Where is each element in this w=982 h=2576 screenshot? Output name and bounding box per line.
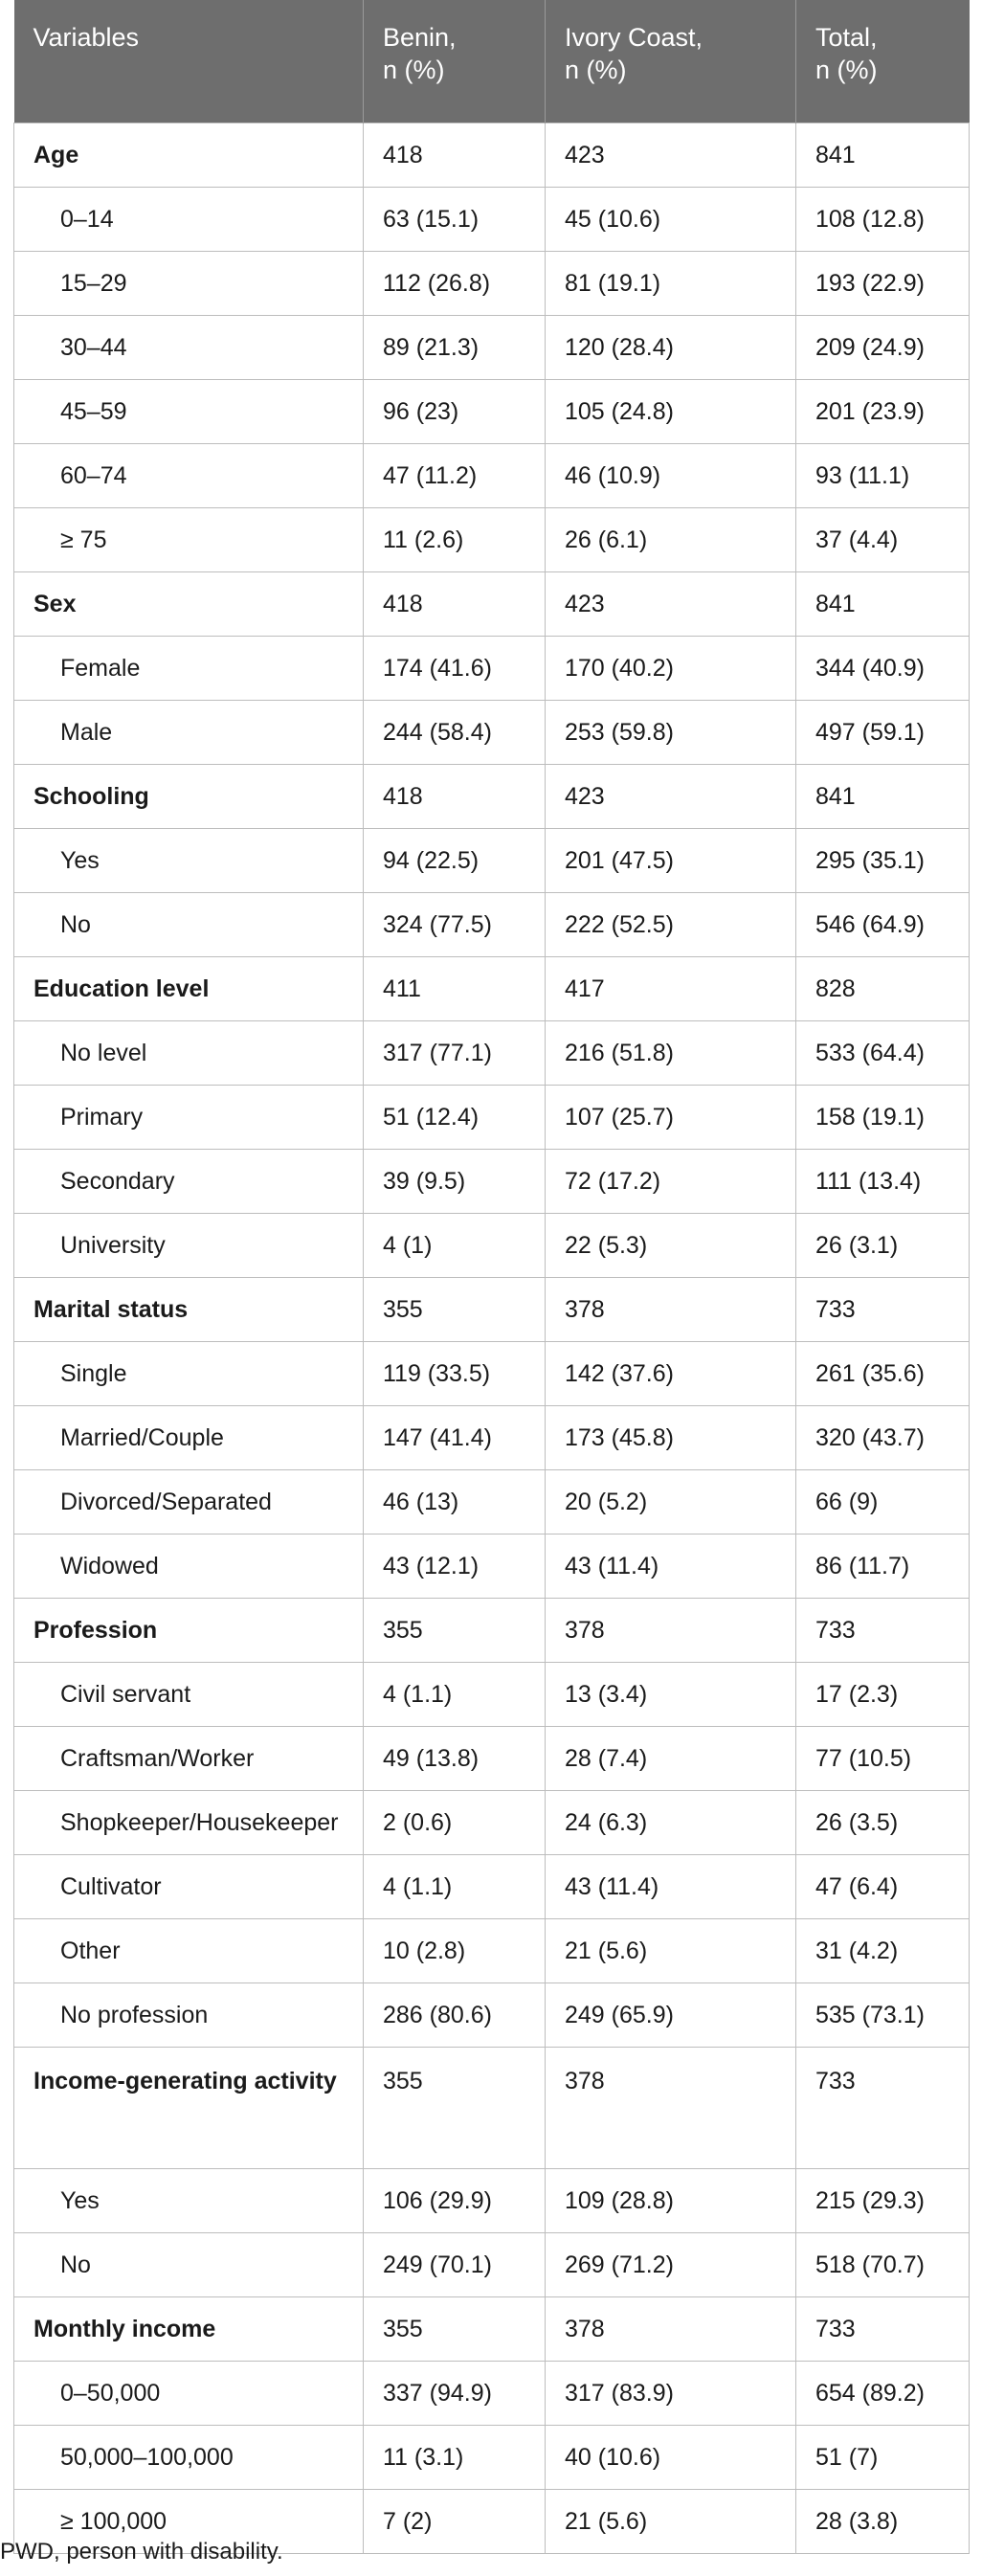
table-row-category: [14, 2047, 970, 2168]
ivory-coast-cell: 21 (5.6): [546, 1918, 796, 1982]
total-cell: 26 (3.5): [796, 1790, 970, 1854]
benin-cell: 418: [364, 764, 546, 828]
ivory-coast-cell: 72 (17.2): [546, 1149, 796, 1213]
table-row: [14, 1405, 970, 1469]
ivory-coast-cell: 13 (3.4): [546, 1662, 796, 1726]
ivory-coast-cell: 21 (5.6): [546, 2489, 796, 2553]
ivory-coast-cell: 201 (47.5): [546, 828, 796, 892]
total-cell: 17 (2.3): [796, 1662, 970, 1726]
total-cell: 51 (7): [796, 2425, 970, 2489]
variable-cell: Income-generating activity: [14, 2047, 364, 2168]
ivory-coast-cell: 142 (37.6): [546, 1341, 796, 1405]
benin-cell: 43 (12.1): [364, 1534, 546, 1598]
ivory-coast-cell: 423: [546, 764, 796, 828]
total-cell: 261 (35.6): [796, 1341, 970, 1405]
total-cell: 47 (6.4): [796, 1854, 970, 1918]
benin-cell: 4 (1.1): [364, 1854, 546, 1918]
total-cell: 158 (19.1): [796, 1085, 970, 1149]
variable-cell: ≥ 100,000: [14, 2489, 364, 2553]
variable-cell: Monthly income: [14, 2296, 364, 2361]
total-cell: 108 (12.8): [796, 187, 970, 251]
benin-cell: 355: [364, 2296, 546, 2361]
total-cell: 320 (43.7): [796, 1405, 970, 1469]
variable-cell: Male: [14, 700, 364, 764]
table-row-category: [14, 764, 970, 828]
ivory-coast-cell: 43 (11.4): [546, 1854, 796, 1918]
table-row: [14, 1854, 970, 1918]
total-cell: 26 (3.1): [796, 1213, 970, 1277]
table-row: [14, 1662, 970, 1726]
benin-cell: 10 (2.8): [364, 1918, 546, 1982]
total-cell: 66 (9): [796, 1469, 970, 1534]
ivory-coast-cell: 216 (51.8): [546, 1020, 796, 1085]
table-row: [14, 828, 970, 892]
demographics-table: [13, 0, 970, 2554]
ivory-coast-cell: 253 (59.8): [546, 700, 796, 764]
benin-cell: 337 (94.9): [364, 2361, 546, 2425]
total-cell: 654 (89.2): [796, 2361, 970, 2425]
total-cell: 31 (4.2): [796, 1918, 970, 1982]
total-cell: 546 (64.9): [796, 892, 970, 956]
table-footnote: PWD, person with disability.: [0, 2539, 283, 2565]
total-cell: 518 (70.7): [796, 2232, 970, 2296]
table-row: [14, 1213, 970, 1277]
variable-cell: 60–74: [14, 443, 364, 507]
total-cell: 209 (24.9): [796, 315, 970, 379]
benin-cell: 355: [364, 1598, 546, 1662]
variable-cell: Marital status: [14, 1277, 364, 1341]
variable-cell: 45–59: [14, 379, 364, 443]
variable-cell: Schooling: [14, 764, 364, 828]
variable-cell: 15–29: [14, 251, 364, 315]
ivory-coast-cell: 24 (6.3): [546, 1790, 796, 1854]
benin-cell: 47 (11.2): [364, 443, 546, 507]
total-cell: 215 (29.3): [796, 2168, 970, 2232]
table-row: [14, 1790, 970, 1854]
benin-cell: 355: [364, 1277, 546, 1341]
variable-cell: Shopkeeper/Housekeeper: [14, 1790, 364, 1854]
variable-cell: Primary: [14, 1085, 364, 1149]
ivory-coast-cell: 28 (7.4): [546, 1726, 796, 1790]
ivory-coast-cell: 249 (65.9): [546, 1982, 796, 2047]
table-row: [14, 315, 970, 379]
ivory-coast-cell: 120 (28.4): [546, 315, 796, 379]
variable-cell: No: [14, 892, 364, 956]
table-row: [14, 1918, 970, 1982]
ivory-coast-cell: 170 (40.2): [546, 636, 796, 700]
table-row: [14, 1726, 970, 1790]
benin-cell: 4 (1.1): [364, 1662, 546, 1726]
variable-cell: Craftsman/Worker: [14, 1726, 364, 1790]
table-row: [14, 1534, 970, 1598]
variable-cell: Profession: [14, 1598, 364, 1662]
table-row: [14, 700, 970, 764]
total-cell: 28 (3.8): [796, 2489, 970, 2553]
variable-cell: Age: [14, 123, 364, 187]
total-cell: 201 (23.9): [796, 379, 970, 443]
variable-cell: Female: [14, 636, 364, 700]
variable-cell: Widowed: [14, 1534, 364, 1598]
total-cell: 533 (64.4): [796, 1020, 970, 1085]
variable-cell: Other: [14, 1918, 364, 1982]
benin-cell: 112 (26.8): [364, 251, 546, 315]
benin-cell: 96 (23): [364, 379, 546, 443]
variable-cell: Education level: [14, 956, 364, 1020]
benin-cell: 7 (2): [364, 2489, 546, 2553]
table-row-category: [14, 1277, 970, 1341]
header-ivory-coast: [546, 0, 796, 123]
table-row: [14, 1341, 970, 1405]
header-ivory-coast-line-2: n (%): [565, 56, 627, 84]
variable-cell: Civil servant: [14, 1662, 364, 1726]
benin-cell: 286 (80.6): [364, 1982, 546, 2047]
ivory-coast-cell: 378: [546, 1277, 796, 1341]
ivory-coast-cell: 378: [546, 2296, 796, 2361]
header-benin-line-1: Benin,: [383, 23, 457, 52]
benin-cell: 11 (3.1): [364, 2425, 546, 2489]
variable-cell: Secondary: [14, 1149, 364, 1213]
table-row: [14, 2361, 970, 2425]
table-row-category: [14, 1598, 970, 1662]
table-row: [14, 251, 970, 315]
total-cell: 828: [796, 956, 970, 1020]
ivory-coast-cell: 417: [546, 956, 796, 1020]
ivory-coast-cell: 222 (52.5): [546, 892, 796, 956]
benin-cell: 355: [364, 2047, 546, 2168]
total-cell: 111 (13.4): [796, 1149, 970, 1213]
table-row: [14, 1982, 970, 2047]
variable-cell: Divorced/Separated: [14, 1469, 364, 1534]
table-row: [14, 507, 970, 571]
ivory-coast-cell: 173 (45.8): [546, 1405, 796, 1469]
total-cell: 733: [796, 2047, 970, 2168]
benin-cell: 46 (13): [364, 1469, 546, 1534]
benin-cell: 418: [364, 123, 546, 187]
variable-cell: Married/Couple: [14, 1405, 364, 1469]
benin-cell: 418: [364, 571, 546, 636]
variable-cell: No: [14, 2232, 364, 2296]
variable-cell: 30–44: [14, 315, 364, 379]
total-cell: 295 (35.1): [796, 828, 970, 892]
ivory-coast-cell: 423: [546, 123, 796, 187]
ivory-coast-cell: 423: [546, 571, 796, 636]
table-row: [14, 892, 970, 956]
total-cell: 841: [796, 123, 970, 187]
header-variables: [14, 0, 364, 123]
ivory-coast-cell: 43 (11.4): [546, 1534, 796, 1598]
table-row: [14, 187, 970, 251]
ivory-coast-cell: 45 (10.6): [546, 187, 796, 251]
total-cell: 733: [796, 1277, 970, 1341]
benin-cell: 39 (9.5): [364, 1149, 546, 1213]
benin-cell: 11 (2.6): [364, 507, 546, 571]
table-row: [14, 2232, 970, 2296]
benin-cell: 411: [364, 956, 546, 1020]
benin-cell: 49 (13.8): [364, 1726, 546, 1790]
variable-cell: Sex: [14, 571, 364, 636]
table-row: [14, 379, 970, 443]
table-row: [14, 1149, 970, 1213]
total-cell: 841: [796, 764, 970, 828]
table-row: [14, 2425, 970, 2489]
table-row: [14, 2168, 970, 2232]
table-row-category: [14, 2296, 970, 2361]
variable-cell: No level: [14, 1020, 364, 1085]
header-benin: [364, 0, 546, 123]
table-container: [13, 0, 969, 2554]
header-total-line-1: Total,: [815, 23, 878, 52]
benin-cell: 63 (15.1): [364, 187, 546, 251]
ivory-coast-cell: 40 (10.6): [546, 2425, 796, 2489]
variable-cell: Single: [14, 1341, 364, 1405]
total-cell: 193 (22.9): [796, 251, 970, 315]
total-cell: 535 (73.1): [796, 1982, 970, 2047]
total-cell: 37 (4.4): [796, 507, 970, 571]
ivory-coast-cell: 378: [546, 1598, 796, 1662]
ivory-coast-cell: 46 (10.9): [546, 443, 796, 507]
header-total: [796, 0, 970, 123]
variable-cell: 0–50,000: [14, 2361, 364, 2425]
table-row: [14, 1085, 970, 1149]
ivory-coast-cell: 26 (6.1): [546, 507, 796, 571]
benin-cell: 94 (22.5): [364, 828, 546, 892]
variable-cell: University: [14, 1213, 364, 1277]
total-cell: 93 (11.1): [796, 443, 970, 507]
ivory-coast-cell: 317 (83.9): [546, 2361, 796, 2425]
benin-cell: 106 (29.9): [364, 2168, 546, 2232]
ivory-coast-cell: 109 (28.8): [546, 2168, 796, 2232]
benin-cell: 324 (77.5): [364, 892, 546, 956]
table-row-category: [14, 571, 970, 636]
benin-cell: 174 (41.6): [364, 636, 546, 700]
benin-cell: 89 (21.3): [364, 315, 546, 379]
benin-cell: 4 (1): [364, 1213, 546, 1277]
ivory-coast-cell: 22 (5.3): [546, 1213, 796, 1277]
benin-cell: 119 (33.5): [364, 1341, 546, 1405]
total-cell: 733: [796, 1598, 970, 1662]
table-row: [14, 1469, 970, 1534]
ivory-coast-cell: 378: [546, 2047, 796, 2168]
header-ivory-coast-line-1: Ivory Coast,: [565, 23, 703, 52]
benin-cell: 244 (58.4): [364, 700, 546, 764]
ivory-coast-cell: 107 (25.7): [546, 1085, 796, 1149]
table-body: [14, 123, 970, 2553]
variable-cell: Yes: [14, 2168, 364, 2232]
table-row: [14, 636, 970, 700]
total-cell: 841: [796, 571, 970, 636]
table-row: [14, 443, 970, 507]
benin-cell: 147 (41.4): [364, 1405, 546, 1469]
variable-cell: 0–14: [14, 187, 364, 251]
benin-cell: 2 (0.6): [364, 1790, 546, 1854]
ivory-coast-cell: 269 (71.2): [546, 2232, 796, 2296]
variable-cell: Cultivator: [14, 1854, 364, 1918]
ivory-coast-cell: 20 (5.2): [546, 1469, 796, 1534]
total-cell: 77 (10.5): [796, 1726, 970, 1790]
ivory-coast-cell: 105 (24.8): [546, 379, 796, 443]
benin-cell: 51 (12.4): [364, 1085, 546, 1149]
benin-cell: 317 (77.1): [364, 1020, 546, 1085]
header-variables-line: Variables: [33, 23, 140, 52]
benin-cell: 249 (70.1): [364, 2232, 546, 2296]
header-benin-line-2: n (%): [383, 56, 445, 84]
variable-cell: 50,000–100,000: [14, 2425, 364, 2489]
header-total-line-2: n (%): [815, 56, 878, 84]
table-row-category: [14, 123, 970, 187]
total-cell: 344 (40.9): [796, 636, 970, 700]
variable-cell: ≥ 75: [14, 507, 364, 571]
total-cell: 497 (59.1): [796, 700, 970, 764]
variable-cell: No profession: [14, 1982, 364, 2047]
table-row: [14, 1020, 970, 1085]
total-cell: 86 (11.7): [796, 1534, 970, 1598]
table-row-category: [14, 956, 970, 1020]
ivory-coast-cell: 81 (19.1): [546, 251, 796, 315]
table-header-row: [14, 0, 970, 123]
total-cell: 733: [796, 2296, 970, 2361]
variable-cell: Yes: [14, 828, 364, 892]
